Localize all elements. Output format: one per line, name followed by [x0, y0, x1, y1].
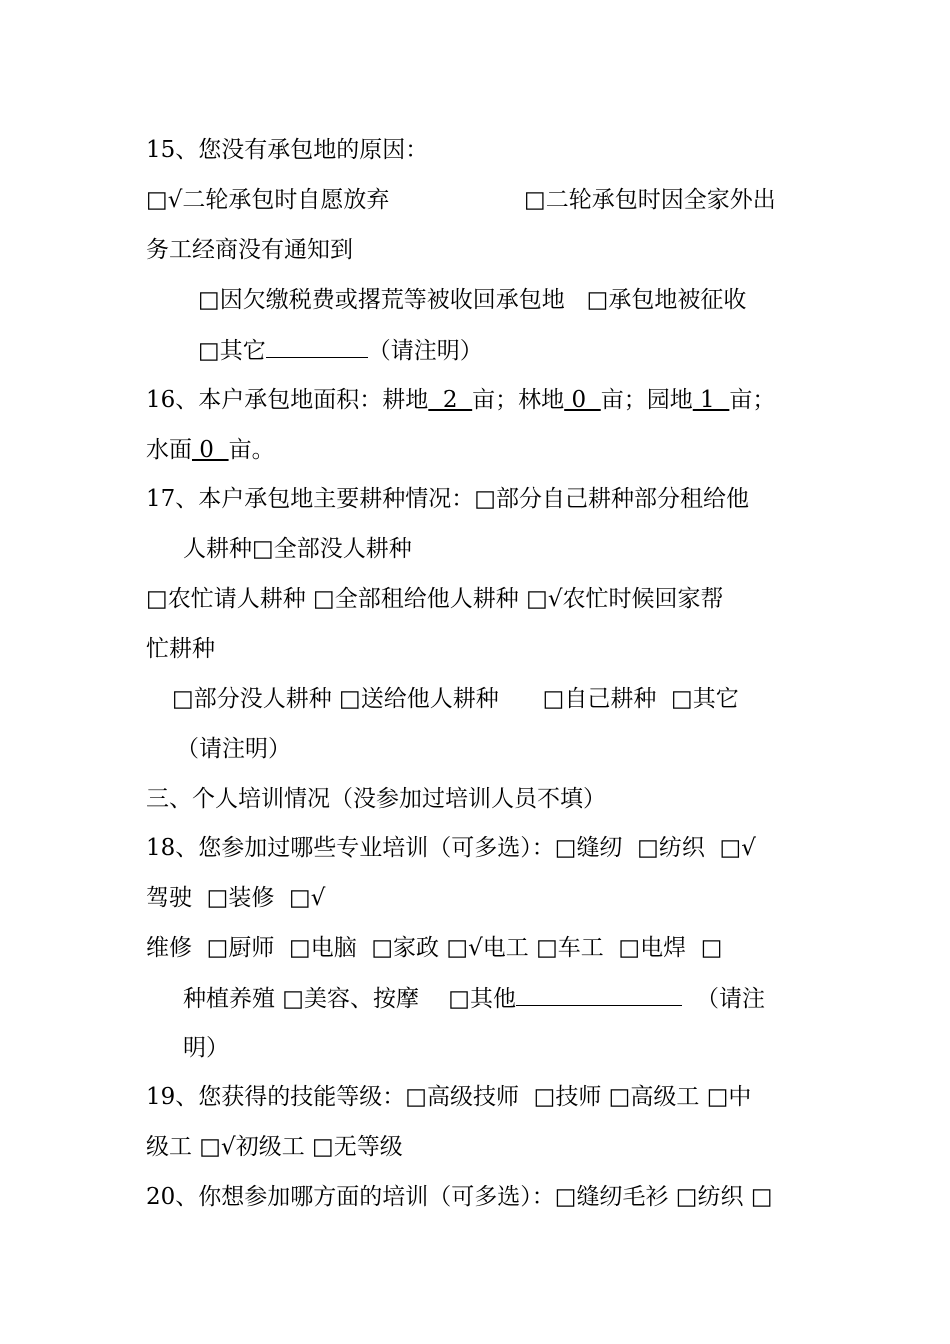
q16-water-value: 0 [192, 437, 229, 463]
q17-line1: 17、本户承包地主要耕种情况：□部分自己耕种部分租给他 [146, 486, 749, 512]
q15-other-blank [266, 335, 368, 358]
q18-line1: 18、您参加过哪些专业培训（可多选）：□缝纫 □纺织 □√ [146, 835, 756, 861]
q16-garden-value: 1 [692, 387, 730, 413]
q18-line3: 维修 □厨师 □电脑 □家政 □√电工 □车工 □电焊 □ [146, 935, 723, 961]
q15-other-note: （请注明） [367, 338, 483, 364]
q15-option-voluntary: □√二轮承包时自愿放弃 [146, 187, 390, 213]
q17-line4: 忙耕种 [146, 636, 215, 662]
q16-prefix: 16、本户承包地面积：耕地 [146, 387, 429, 413]
q16-farmland-value: 2 [428, 387, 473, 413]
q17-line6: （请注明） [176, 736, 291, 762]
q15-option-migrant-cont: 务工经商没有通知到 [146, 237, 353, 263]
q16-forest-value: 0 [564, 387, 601, 413]
q19-line2: 级工 □√初级工 □无等级 [146, 1134, 403, 1160]
q15-option-other [198, 335, 483, 365]
q18-line2: 驾驶 □装修 □√ [146, 885, 326, 911]
q17-line2: 人耕种□全部没人耕种 [183, 536, 412, 562]
q18-other-note: （请注 [696, 986, 766, 1012]
q16-unit: 亩； [729, 387, 776, 413]
q18-line5: 明） [183, 1035, 229, 1061]
q16-line1 [146, 385, 775, 415]
q16-water-unit: 亩。 [228, 437, 275, 463]
q16-garden-label: 亩；园地 [600, 387, 693, 413]
q16-forest-label: 亩；林地 [472, 387, 565, 413]
q18-line4-text: 种植养殖 □美容、按摩 □其他 [183, 986, 517, 1012]
section3-title: 三、个人培训情况 [146, 786, 330, 812]
q16-water-label: 水面 [146, 437, 192, 463]
q18-other-blank [516, 983, 682, 1006]
section3-heading [146, 784, 606, 814]
q15-option-migrant: □二轮承包时因全家外出 [524, 187, 776, 213]
q19-line1: 19、您获得的技能等级：□高级技师 □技师 □高级工 □中 [146, 1084, 752, 1110]
q15-other-label: □其它 [198, 338, 266, 364]
q15-title: 15、您没有承包地的原因： [146, 137, 429, 163]
q20-line1: 20、你想参加哪方面的培训（可多选）：□缝纫毛衫 □纺织 □ [146, 1184, 773, 1210]
section3-note: （没参加过培训人员不填） [330, 786, 606, 812]
q17-line3: □农忙请人耕种 □全部租给他人耕种 □√农忙时候回家帮 [146, 586, 724, 612]
q15-options-line3: □因欠缴税费或撂荒等被收回承包地 □承包地被征收 [198, 287, 747, 313]
q16-line2 [146, 435, 275, 465]
q17-line5: □部分没人耕种 □送给他人耕种 □自己耕种 □其它 [172, 686, 739, 712]
q18-line4 [183, 983, 765, 1013]
